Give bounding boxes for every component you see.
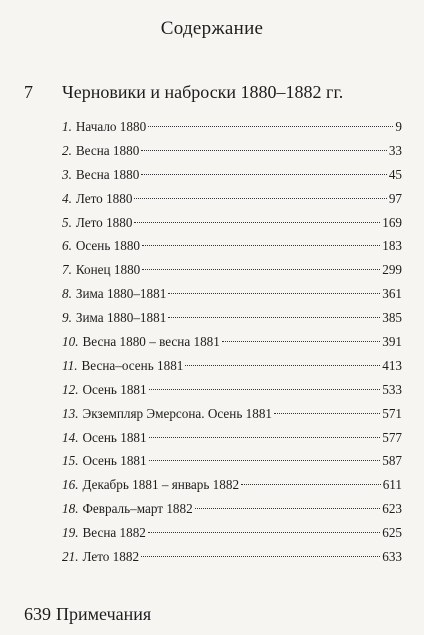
toc-entry-number: 9. <box>62 310 72 326</box>
toc-entry-page: 9 <box>395 119 402 134</box>
toc-entry-page: 361 <box>382 286 402 302</box>
leader-dots <box>149 389 381 390</box>
toc-entry-page: 97 <box>388 190 402 206</box>
toc-entry-title: Осень 1881 <box>82 381 147 397</box>
leader-dots <box>149 437 381 438</box>
leader-dots <box>148 532 380 533</box>
leader-dots <box>148 126 393 127</box>
toc-entry-title: Лето 1880 <box>75 190 133 206</box>
toc-entry-number: 4. <box>62 190 72 206</box>
toc-entry-title: Зима 1880–1881 <box>75 310 167 326</box>
toc-entry <box>62 497 402 521</box>
toc-entry-number: 14. <box>62 429 79 445</box>
leader-dots <box>141 556 380 557</box>
toc-entry <box>62 426 402 450</box>
toc-entry-title: Лето 1882 <box>82 549 140 565</box>
section-page-number: 7 <box>24 82 33 102</box>
toc-entry-page: 587 <box>382 453 402 469</box>
toc-entry <box>62 234 402 258</box>
toc-entry-page: 33 <box>388 142 402 158</box>
toc-entry-page: 183 <box>382 238 402 254</box>
toc-entry <box>62 354 402 378</box>
toc-entry <box>62 378 402 402</box>
leader-dots <box>141 150 387 151</box>
toc-entry-page: 577 <box>382 429 402 445</box>
toc-entry-number: 19. <box>62 525 79 541</box>
toc-entry-number: 1. <box>62 119 72 134</box>
toc-entry-title: Весна 1880 <box>75 142 140 158</box>
toc-entry-number: 12. <box>62 381 79 397</box>
notes-page-number: 639 <box>24 604 51 624</box>
toc-entry-page: 571 <box>382 405 402 421</box>
toc-entry <box>62 521 402 545</box>
notes-title: Примечания <box>56 604 152 624</box>
leader-dots <box>142 269 380 270</box>
leader-dots <box>142 245 380 246</box>
toc-entry-number: 8. <box>62 286 72 302</box>
leader-dots <box>274 413 380 414</box>
notes-entry <box>24 604 151 625</box>
toc-entry <box>62 211 402 235</box>
toc-entry <box>62 115 402 139</box>
toc-entry <box>62 473 402 497</box>
toc-entry-title: Начало 1880 <box>75 119 147 134</box>
leader-dots <box>241 484 381 485</box>
page-title: Содержание <box>160 18 264 39</box>
toc-entry-page: 611 <box>382 477 402 493</box>
toc-entry-title: Весна 1880 – весна 1881 <box>82 334 220 350</box>
toc-entry-page: 169 <box>382 214 402 230</box>
leader-dots <box>134 222 380 223</box>
toc-entry <box>62 330 402 354</box>
toc-entry-title: Осень 1881 <box>82 429 147 445</box>
toc-entry-page: 625 <box>382 525 402 541</box>
toc-entry <box>62 306 402 330</box>
toc-entry-page: 533 <box>382 381 402 397</box>
toc-entry-page: 391 <box>382 334 402 350</box>
leader-dots <box>222 341 380 342</box>
toc-entry-number: 21. <box>62 549 79 565</box>
toc-entry-number: 7. <box>62 262 72 278</box>
leader-dots <box>149 460 381 461</box>
leader-dots <box>168 317 380 318</box>
toc-entry-number: 3. <box>62 166 72 182</box>
toc-entry-title: Осень 1881 <box>82 453 147 469</box>
toc-entry-number: 10. <box>62 334 79 350</box>
toc-entry-page: 45 <box>388 166 402 182</box>
toc-entry-title: Весна 1880 <box>75 166 140 182</box>
toc-entry-title: Зима 1880–1881 <box>75 286 167 302</box>
toc-entry-number: 6. <box>62 238 72 254</box>
toc-entry-number: 5. <box>62 214 72 230</box>
toc-entry-number: 2. <box>62 142 72 158</box>
toc-entry <box>62 449 402 473</box>
toc-entry-title: Весна 1882 <box>82 525 146 541</box>
toc-entry-page: 299 <box>382 262 402 278</box>
section-title: Черновики и наброски 1880–1882 гг. <box>62 82 344 102</box>
toc-entry-number: 11. <box>62 357 78 373</box>
toc-entry-title: Весна–осень 1881 <box>81 357 184 373</box>
toc-entry-number: 18. <box>62 501 79 517</box>
toc-entry-title: Осень 1880 <box>75 238 141 254</box>
leader-dots <box>185 365 380 366</box>
toc-entry-page: 413 <box>382 357 402 373</box>
toc-entry-title: Экземпляр Эмерсона. Осень 1881 <box>82 405 273 421</box>
leader-dots <box>195 508 381 509</box>
toc-entry-page: 385 <box>382 310 402 326</box>
leader-dots <box>168 293 380 294</box>
toc-entry <box>62 163 402 187</box>
section-heading <box>24 82 343 103</box>
toc-entry-title: Лето 1880 <box>75 214 133 230</box>
toc-entry <box>62 282 402 306</box>
toc-entry <box>62 402 402 426</box>
leader-dots <box>141 174 387 175</box>
toc-entry-page: 633 <box>382 549 402 565</box>
toc-entry-number: 13. <box>62 405 79 421</box>
toc-entry <box>62 139 402 163</box>
toc-entry-title: Конец 1880 <box>75 262 141 278</box>
toc-entry <box>62 545 402 569</box>
toc-entry-page: 623 <box>382 501 402 517</box>
toc-entry-title: Февраль–март 1882 <box>82 501 193 517</box>
toc-entry-number: 16. <box>62 477 79 493</box>
toc-entry-number: 15. <box>62 453 79 469</box>
toc-entry <box>62 187 402 211</box>
toc-entry-title: Декабрь 1881 – январь 1882 <box>82 477 240 493</box>
toc-entry <box>62 258 402 282</box>
table-of-contents <box>62 115 402 569</box>
leader-dots <box>134 198 386 199</box>
